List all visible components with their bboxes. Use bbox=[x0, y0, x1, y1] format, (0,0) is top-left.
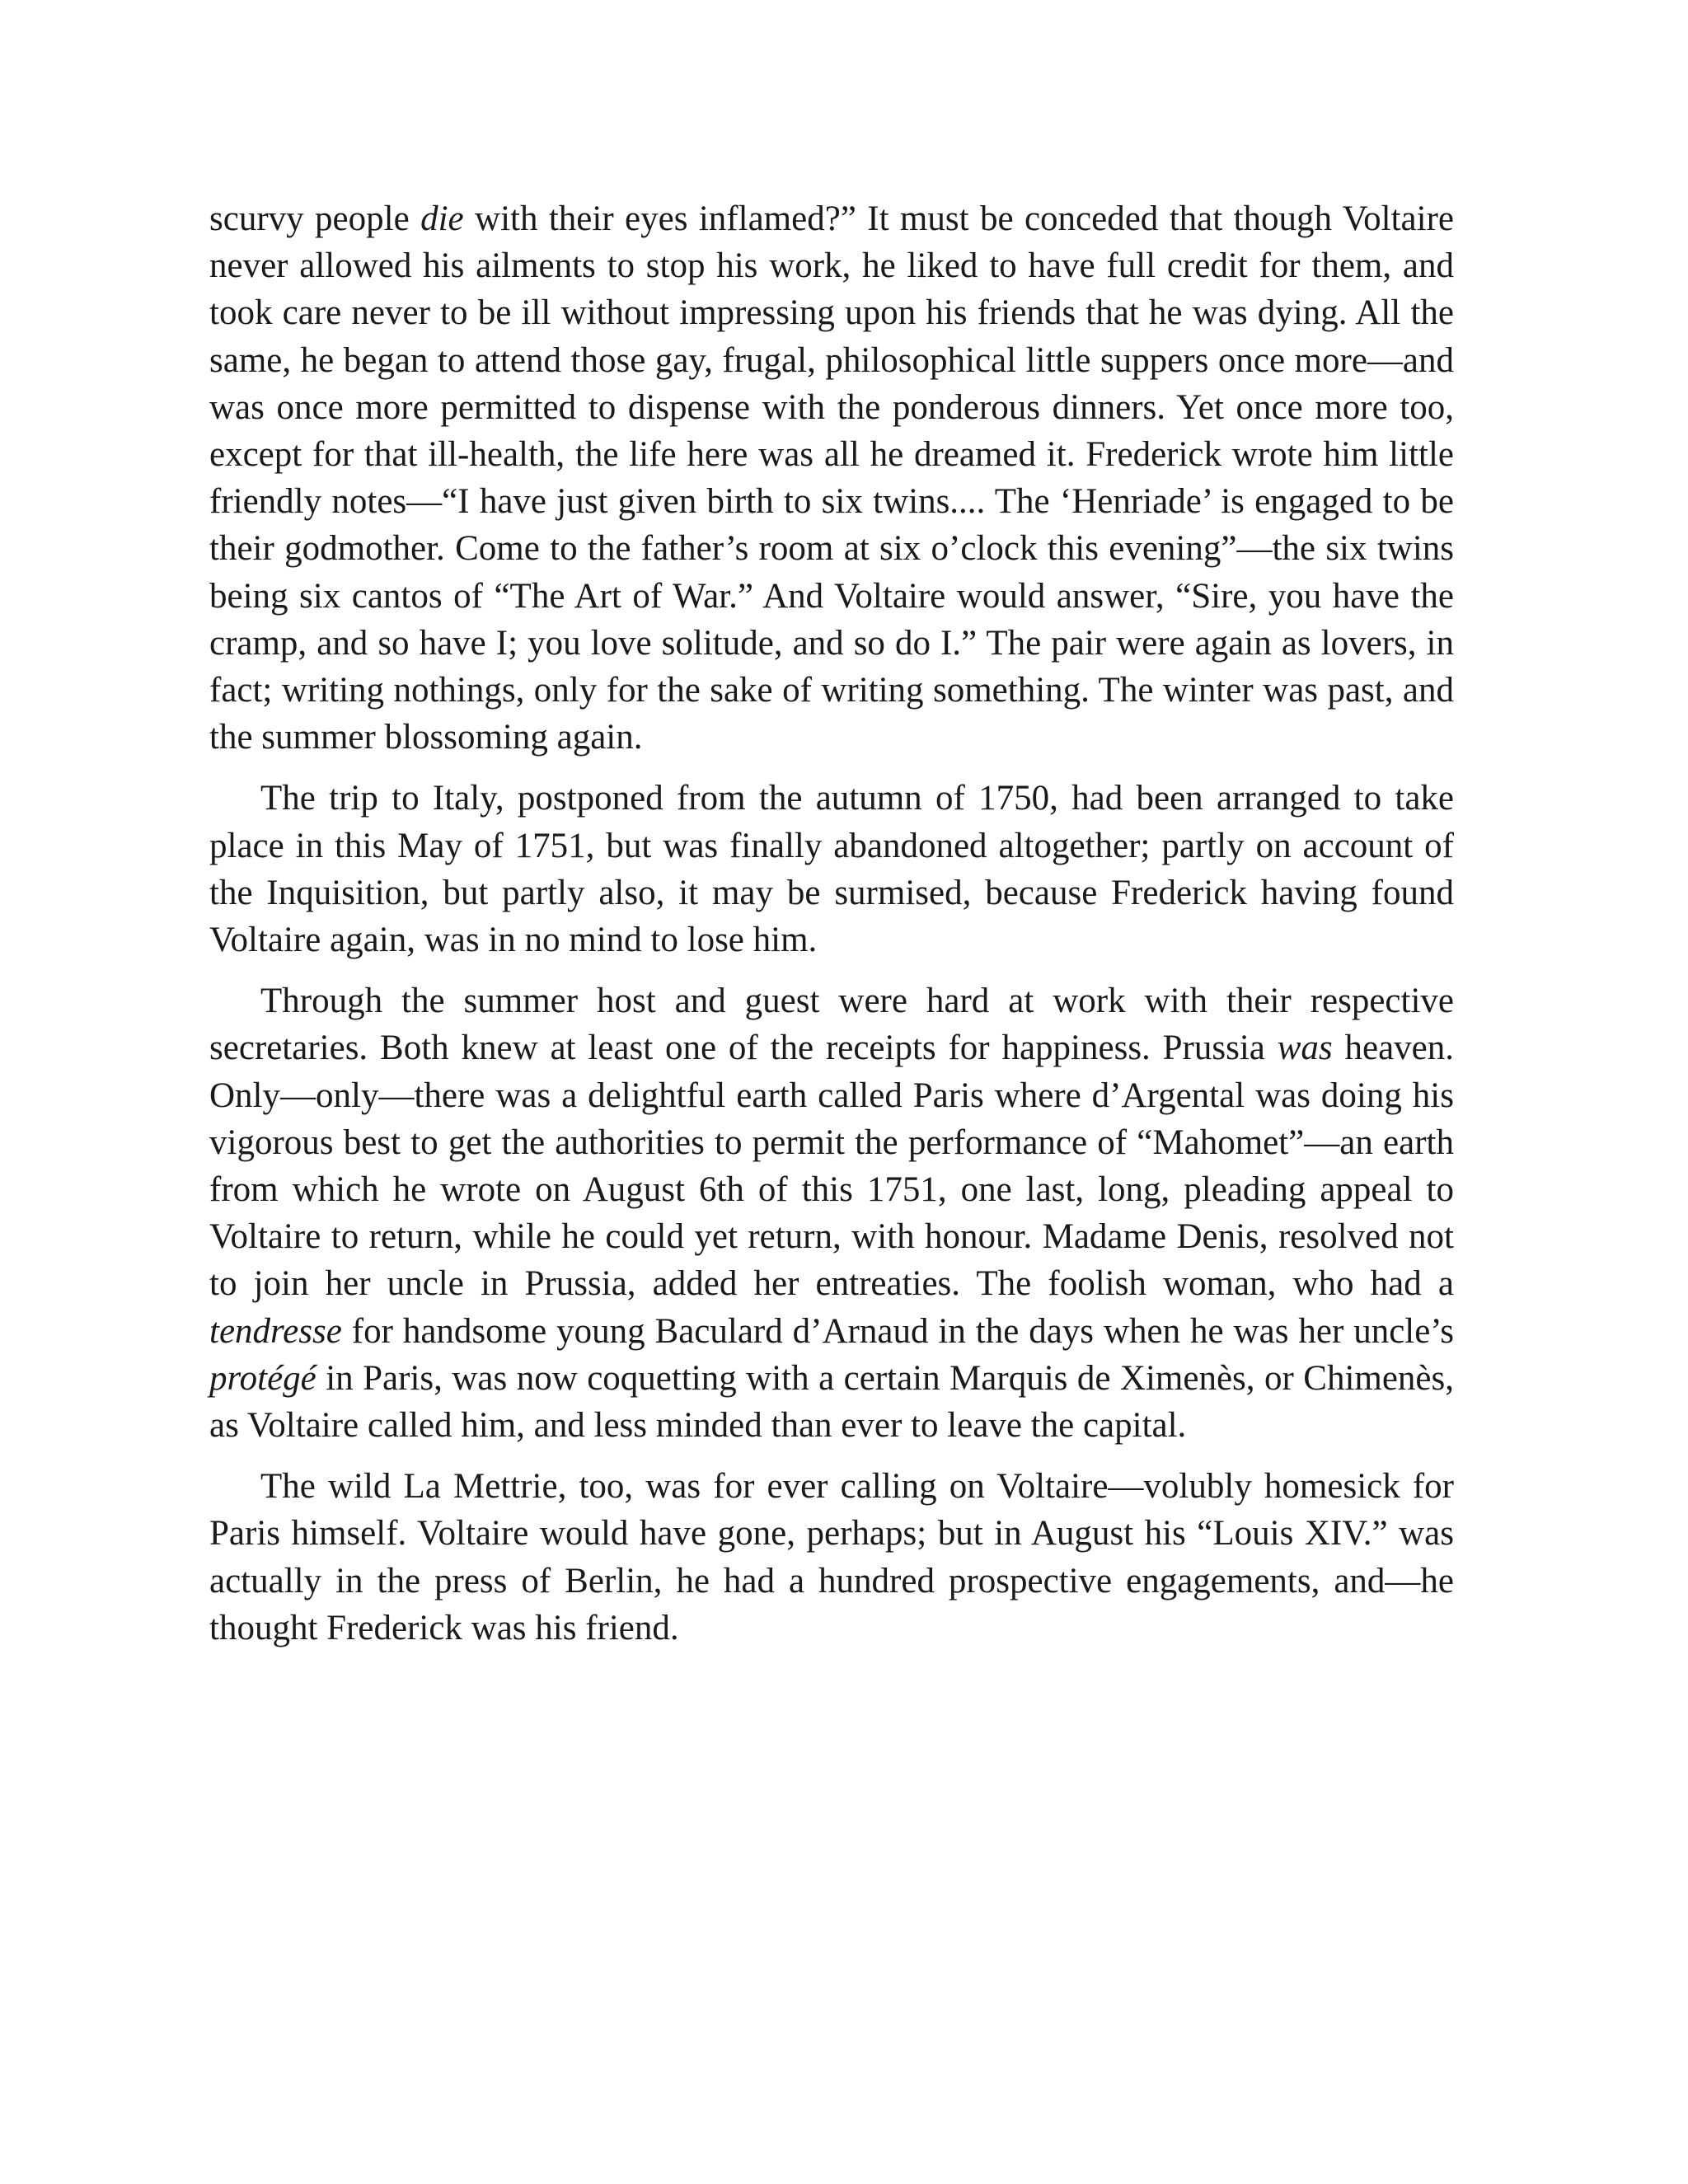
paragraph-4 bbox=[209, 1463, 1454, 1652]
paragraph-3 bbox=[209, 977, 1454, 1449]
italic-text-run: protégé bbox=[209, 1358, 316, 1398]
text-run: Through the summer host and guest were hard at work with their respective secretaries. Both knew at least one of the receipts for happiness. Prussia bbox=[209, 982, 1454, 1068]
text-run: The wild La Mettrie, too, was for ever calling on Voltaire—volubly homesick for Paris himself. Voltaire would have gone, perhaps; but in August his “Louis XIV.” was actually in the press of Berlin, he had a hundred prospective engagements, and—he thought Frederick was his friend. bbox=[209, 1467, 1454, 1647]
italic-text-run: was bbox=[1277, 1029, 1333, 1068]
text-run: The trip to Italy, postponed from the autumn of 1750, had been arranged to take place in this May of 1751, but was finally abandoned altogether; partly on account of the Inquisition, but partly also, it may be surmised, because Frederick having found Voltaire again, was in no mind to lose him. bbox=[209, 779, 1454, 960]
text-run: in Paris, was now coquetting with a certain Marquis de Ximenès, or Chimenès, as Voltaire called him, and less minded than ever to leave the capital. bbox=[209, 1358, 1454, 1446]
text-run: with their eyes inflamed?” It must be conceded that though Voltaire never allowed his ailments to stop his work, he liked to have full credit for them, and took care never to be ill without impressing upon his friends that he was dying. All the same, he began to attend those gay, frugal, philosophical little suppers once more—and was once more permitted to dispense with the ponderous dinners. Yet once more too, except for that ill-health, the life here was all he dreamed it. Frederick wrote him little friendly notes—“I have just given birth to six twins.... The ‘Henriade’ is engaged to be their godmother. Come to the father’s room at six o’clock this evening”—the six twins being six cantos of “The Art of War.” And Voltaire would answer, “Sire, you have the cramp, and so have I; you love solitude, and so do I.” The pair were again as lovers, in fact; writing nothings, only for the sake of writing something. The winter was past, and the summer blossoming again. bbox=[209, 199, 1454, 757]
italic-text-run: die bbox=[420, 199, 464, 238]
italic-text-run: tendresse bbox=[209, 1311, 342, 1351]
paragraph-1 bbox=[209, 195, 1454, 761]
text-run: scurvy people bbox=[209, 199, 421, 238]
text-run: heaven. Only—only—there was a delightful earth called Paris where d’Argental was doing his vigorous best to get the authorities to permit the performance of “Mahomet”—an earth from which he wrote on August 6th of this 1751, one last, long, pleading appeal to Voltaire to return, while he could yet return, with honour. Madame Denis, resolved not to join her uncle in Prussia, added her entreaties. The foolish woman, who had a bbox=[209, 1029, 1454, 1304]
paragraph-2 bbox=[209, 775, 1454, 963]
text-run: for handsome young Baculard d’Arnaud in the days when he was her uncle’s bbox=[341, 1311, 1454, 1351]
page-body bbox=[209, 195, 1454, 1652]
